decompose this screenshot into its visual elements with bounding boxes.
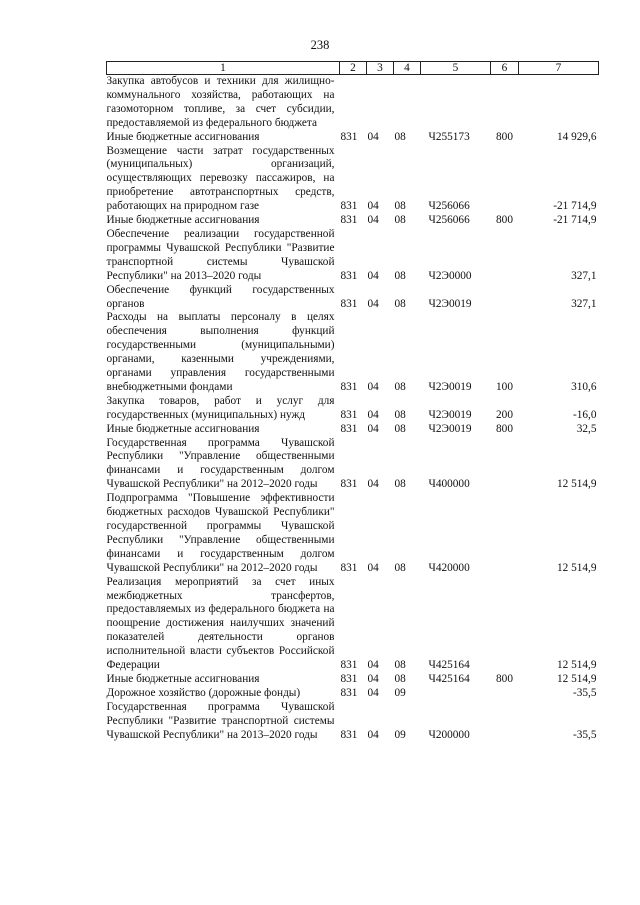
ministry-code: 831: [340, 659, 358, 672]
ministry-code: 831: [340, 561, 358, 574]
table-row: [107, 75, 599, 131]
table-body: [107, 75, 599, 743]
section-code: 04: [367, 269, 379, 282]
ministry-code: 831: [340, 686, 358, 699]
amount-value: -21 714,9: [553, 200, 597, 213]
amount-value: 327,1: [571, 297, 597, 310]
subsection-code: 08: [394, 672, 406, 685]
row-description: Иные бюджетные ассигнования: [106, 672, 260, 685]
ministry-code: 831: [340, 297, 358, 310]
column-header: 2: [340, 62, 367, 75]
subsection-code: 08: [394, 659, 406, 672]
subsection-code: 08: [394, 561, 406, 574]
amount-value: [519, 75, 599, 131]
table-row: [107, 437, 599, 493]
section-code: 04: [367, 297, 379, 310]
target-item-code: [421, 687, 491, 701]
column-header: 1: [107, 62, 340, 75]
section-code: 04: [367, 561, 379, 574]
target-item-code: Ч200000: [428, 728, 470, 741]
table-row: [107, 311, 599, 394]
ministry-code: 831: [340, 728, 358, 741]
row-description: Расходы на выплаты персоналу в целях обеспечения выполнения функций государственными (муниципальными) органами, казенными учреждениями, органами управления государственными внебюджетными фондами: [106, 311, 335, 393]
amount-value: -35,5: [572, 686, 597, 699]
amount-value: 12 514,9: [556, 659, 597, 672]
target-item-code: Ч2Э0019: [428, 422, 472, 435]
expense-type-code: [491, 284, 519, 312]
column-header: 5: [421, 62, 491, 75]
target-item-code: Ч425164: [428, 672, 470, 685]
expense-type-code: 800: [496, 672, 513, 685]
ministry-code: 831: [340, 269, 358, 282]
table-row: [107, 145, 599, 215]
target-item-code: Ч2Э0000: [428, 269, 472, 282]
expense-type-code: [491, 701, 519, 743]
amount-value: 12 514,9: [556, 672, 597, 685]
amount-value: 14 929,6: [556, 130, 597, 143]
section-code: 04: [367, 200, 379, 213]
section-code: 04: [367, 686, 379, 699]
amount-value: -21 714,9: [553, 214, 597, 227]
section-code: [367, 75, 394, 131]
ministry-code: 831: [340, 422, 358, 435]
ministry-code: 831: [340, 130, 358, 143]
ministry-code: [340, 75, 367, 131]
row-description: Закупка автобусов и техники для жилищно-коммунального хозяйства, работающих на газомоторном топливе, за счет субсидии, предоставляемой из федерального бюджета: [106, 75, 335, 129]
section-code: 04: [367, 728, 379, 741]
target-item-code: Ч420000: [428, 561, 470, 574]
subsection-code: 09: [394, 686, 406, 699]
subsection-code: 08: [394, 200, 406, 213]
subsection-code: 09: [394, 728, 406, 741]
target-item-code: Ч2Э0019: [428, 380, 472, 393]
table-row: [107, 687, 599, 701]
target-item-code: Ч2Э0019: [428, 297, 472, 310]
ministry-code: 831: [340, 672, 358, 685]
table-header: [107, 62, 599, 75]
amount-value: 12 514,9: [556, 478, 597, 491]
row-description: Закупка товаров, работ и услуг для государственных (муниципальных) нужд: [106, 394, 335, 421]
target-item-code: Ч2Э0019: [428, 408, 472, 421]
expense-type-code: [491, 687, 519, 701]
ministry-code: 831: [340, 408, 358, 421]
section-code: 04: [367, 478, 379, 491]
section-code: 04: [367, 422, 379, 435]
column-header: 4: [394, 62, 421, 75]
ministry-code: 831: [340, 478, 358, 491]
section-code: 04: [367, 408, 379, 421]
subsection-code: 08: [394, 297, 406, 310]
section-code: 04: [367, 672, 379, 685]
table-row: [107, 701, 599, 743]
row-description: Дорожное хозяйство (дорожные фонды): [106, 686, 301, 699]
table-row: [107, 492, 599, 575]
target-item-code: Ч255173: [428, 130, 470, 143]
amount-value: 32,5: [576, 422, 597, 435]
target-item-code: Ч256066: [428, 214, 470, 227]
section-code: 04: [367, 130, 379, 143]
section-code: 04: [367, 214, 379, 227]
row-description: Возмещение части затрат государственных (муниципальных) организаций, осуществляющих перевозку пассажиров, на приобретение автотранспортных средств, работающих на природном газе: [106, 144, 335, 213]
row-description: Иные бюджетные ассигнования: [106, 422, 260, 435]
table-row: [107, 131, 599, 145]
row-description: Иные бюджетные ассигнования: [106, 214, 260, 227]
subsection-code: 08: [394, 408, 406, 421]
table-row: [107, 395, 599, 423]
target-item-code: Ч400000: [428, 478, 470, 491]
row-description: Подпрограмма "Повышение эффективности бюджетных расходов Чувашской Республики" государственной программы Чувашской Республики "Управление общественными финансами и государственным долгом Чувашской Республики" на 2012–2020 годы: [106, 492, 335, 574]
subsection-code: 08: [394, 380, 406, 393]
expense-type-code: 800: [496, 214, 513, 227]
expense-type-code: 100: [496, 380, 513, 393]
table-row: [107, 423, 599, 437]
target-item-code: Ч425164: [428, 659, 470, 672]
expense-type-code: [491, 228, 519, 284]
subsection-code: 08: [394, 214, 406, 227]
subsection-code: 08: [394, 130, 406, 143]
section-code: 04: [367, 380, 379, 393]
row-description: Государственная программа Чувашской Республики "Управление общественными финансами и государственным долгом Чувашской Республики" на 2012–2020 годы: [106, 436, 335, 491]
expense-type-code: [491, 145, 519, 215]
expense-type-code: 200: [496, 408, 513, 421]
expense-type-code: [491, 75, 519, 131]
page-number: 238: [310, 38, 330, 52]
row-description: Обеспечение функций государственных органов: [106, 283, 335, 310]
ministry-code: 831: [340, 214, 358, 227]
subsection-code: 08: [394, 269, 406, 282]
table-row: [107, 673, 599, 687]
amount-value: -35,5: [572, 728, 597, 741]
ministry-code: 831: [340, 200, 358, 213]
subsection-code: [394, 75, 421, 131]
expense-type-code: [491, 437, 519, 493]
table-row: [107, 214, 599, 228]
amount-value: 327,1: [571, 269, 597, 282]
column-header: 3: [367, 62, 394, 75]
column-header: 7: [519, 62, 599, 75]
subsection-code: 08: [394, 422, 406, 435]
expense-type-code: 800: [496, 422, 513, 435]
subsection-code: 08: [394, 478, 406, 491]
ministry-code: 831: [340, 380, 358, 393]
target-item-code: [421, 75, 491, 131]
section-code: 04: [367, 659, 379, 672]
table-row: [107, 576, 599, 673]
row-description: Государственная программа Чувашской Республики "Развитие транспортной системы Чувашской Республики" на 2013–2020 годы: [106, 700, 335, 741]
row-description: Обеспечение реализации государственной программы Чувашской Республики "Развитие транспортной системы Чувашской Республики" на 2013–2020 годы: [106, 227, 335, 282]
table-row: [107, 228, 599, 284]
amount-value: 12 514,9: [556, 561, 597, 574]
table-row: [107, 284, 599, 312]
amount-value: 310,6: [571, 380, 597, 393]
expense-type-code: [491, 576, 519, 673]
row-description: Реализация мероприятий за счет иных межбюджетных трансфертов, предоставляемых из федерального бюджета на поощрение достижения наилучших значений показателей деятельности органов исполнительной власти субъектов Российской Федерации: [106, 575, 335, 672]
row-description: Иные бюджетные ассигнования: [106, 130, 260, 143]
expense-type-code: [491, 492, 519, 575]
amount-value: -16,0: [572, 408, 597, 421]
column-header: 6: [491, 62, 519, 75]
expense-type-code: 800: [496, 130, 513, 143]
target-item-code: Ч256066: [428, 200, 470, 213]
budget-table: [106, 61, 599, 743]
